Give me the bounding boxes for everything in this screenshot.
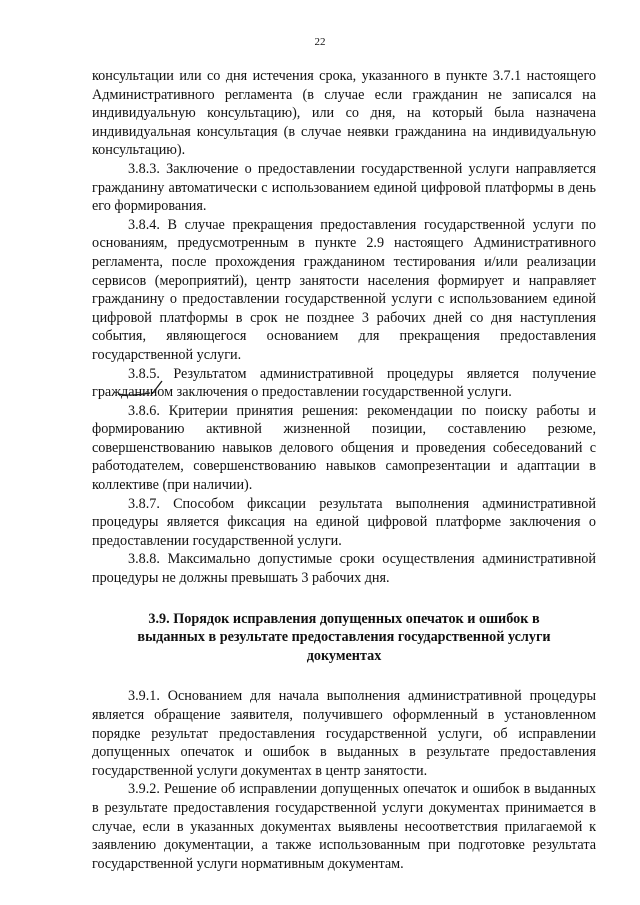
document-body [92, 67, 596, 873]
paragraph-continuation: консультации или со дня истечения срока, указанного в пункте 3.7.1 настоящего Административного регламента (в случае если гражданин не записался на индивидуальную консультацию), или со дня, на который была назначена индивидуальная консультация (в случае неявки гражданина на индивидуальную консультацию). [92, 68, 596, 159]
paragraph-3-8-3: 3.8.3. Заключение о предоставлении государственной услуги направляется гражданину автоматически с использованием единой цифровой платформы в день его формирования. [92, 160, 596, 215]
section-heading: 3.9. Порядок исправления допущенных опечаток и ошибок в выданных в результате предоставления государственной услуги документах [137, 610, 551, 664]
paragraph-3-8-6: 3.8.6. Критерии принятия решения: рекомендации по поиску работы и формированию активной жизненной позиции, составлению резюме, совершенствованию навыков делового общения и проведения собеседований с работодателем, совершенствованию навыков самопрезентации и адаптации в коллективе (при наличии). [92, 402, 596, 494]
paragraph-3-8-7: 3.8.7. Способом фиксации результата выполнения административной процедуры является фиксация на единой цифровой платформе заключения о предоставлении государственной услуги. [92, 495, 596, 549]
paragraph-3-8-8: 3.8.8. Максимально допустимые сроки осуществления административной процедуры не должны превышать 3 рабочих дня. [92, 551, 596, 587]
paragraph-3-9-2: 3.9.2. Решение об исправлении допущенных опечаток и ошибок в выданных в результате предоставления государственной услуги документах принимается в случае, если в указанных документах выявлены несоответствия прилагаемой к заявлению документации, а также использованным при подготовке результата государственной услуги нормативным документам. [92, 781, 596, 872]
page-number: 22 [314, 36, 326, 48]
paragraph-3-8-4: 3.8.4. В случае прекращения предоставления государственной услуги по основаниям, предусмотренным в пункте 2.9 настоящего Административного регламента, после прохождения гражданином тестирования и/или реализации сервисов (мероприятий), центр занятости населения формирует и направляет гражданину о предоставлении государственной услуги с использованием единой цифровой платформы в срок не позднее 3 рабочих дней со дня наступления события, являющегося основанием для прекращения предоставления государственной услуги. [92, 216, 596, 363]
paragraph-3-8-5: 3.8.5. Результатом административной процедуры является получение гражданином заключения о предоставлении государственной услуги. [92, 365, 596, 401]
paragraph-3-9-1: 3.9.1. Основанием для начала выполнения административной процедуры является обращение заявителя, получившего оформленный в установленном порядке результат предоставления государственной услуги, об исправлении допущенных опечаток и ошибок в выданных в результате предоставления государственной услуги документах в центр занятости. [92, 688, 596, 779]
